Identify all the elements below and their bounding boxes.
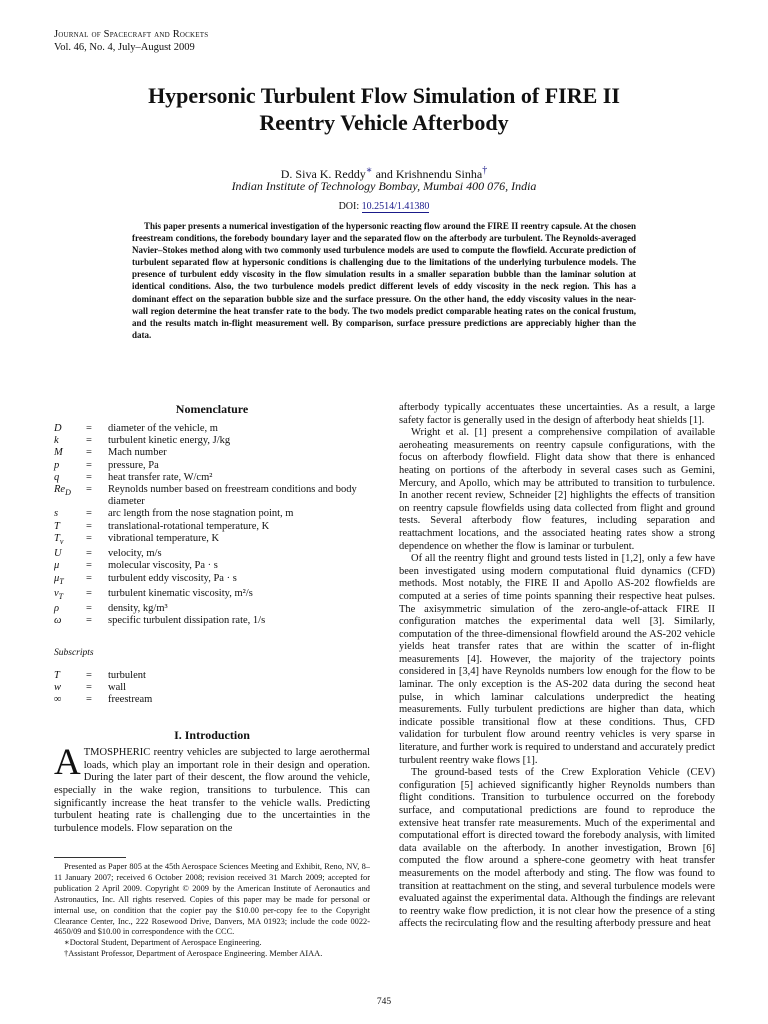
right-paragraph-1: afterbody typically accentuates these uncertainties. As a result, a large safety factor is generally used in the design of afterbody heat shields [1]. xyxy=(399,402,715,426)
nomenclature-row xyxy=(54,560,370,572)
nomenclature-row xyxy=(54,588,370,603)
footnote-author-2: †Assistant Professor, Department of Aerospace Engineering. Member AIAA. xyxy=(64,949,323,959)
nomenclature-definition: molecular viscosity, Pa · s xyxy=(108,560,218,572)
nomenclature-row xyxy=(54,548,370,560)
nomenclature-definition: diameter of the vehicle, m xyxy=(108,423,218,434)
nomenclature-row xyxy=(54,603,370,615)
nomenclature-symbol: p xyxy=(54,459,60,471)
nomenclature-row xyxy=(54,435,370,447)
footnote-received: Presented as Paper 805 at the 45th Aerospace Sciences Meeting and Exhibit, Reno, NV, 8–11 January 2007; received 6 October 2008; revision received 31 March 2009; accepted for publication 2 April 2009. Copyright © 2009 by the American Institute of Aeronautics and Astronautics, Inc. All rights reserved. Copies of this paper may be made for personal or internal use, on condition that the copier pay the $10.00 per-copy fee to the Copyright Clearance Center, Inc., 222 Rosewood Drive, Danvers, MA 01923; include the code 0022-4650/09 and $10.00 in correspondence with the CCC. xyxy=(54,862,370,937)
author-1: D. Siva K. Reddy xyxy=(280,167,366,181)
doi-link[interactable]: 10.2514/1.41380 xyxy=(361,201,430,212)
subscript-equals: = xyxy=(86,693,92,705)
nomenclature-definition: turbulent kinetic energy, J/kg xyxy=(108,435,231,447)
nomenclature-equals: = xyxy=(86,508,92,520)
subscript-row xyxy=(54,670,370,682)
subscript-symbol: ∞ xyxy=(54,693,62,705)
subscript-definition: wall xyxy=(108,681,127,693)
nomenclature-row xyxy=(54,423,370,435)
nomenclature-row xyxy=(54,460,370,472)
footnotes xyxy=(54,862,370,960)
nomenclature-row xyxy=(54,447,370,459)
subscript-definition: freestream xyxy=(108,693,153,705)
nomenclature-equals: = xyxy=(86,435,92,447)
subscript-definition: turbulent xyxy=(108,669,146,681)
nomenclature-equals: = xyxy=(86,459,92,471)
nomenclature-symbol: U xyxy=(54,548,62,560)
nomenclature-definition: density, kg/m³ xyxy=(108,603,168,615)
subscripts-list xyxy=(54,670,370,707)
nomenclature-definition: turbulent eddy viscosity, Pa · s xyxy=(108,572,237,584)
right-column xyxy=(399,402,715,931)
page-number: 745 xyxy=(376,997,392,1007)
nomenclature-row xyxy=(54,615,370,627)
subscript-equals: = xyxy=(86,681,92,693)
nomenclature-symbol: $\mu_T$ xyxy=(54,572,64,586)
nomenclature-equals: = xyxy=(86,587,92,599)
drop-cap: A xyxy=(54,742,81,784)
subscript-equals: = xyxy=(86,669,92,681)
title-line-1: Hypersonic Turbulent Flow Simulation of FIRE II xyxy=(148,83,620,108)
nomenclature-symbol: $\nu_T$ xyxy=(54,587,64,601)
doi-label: DOI: xyxy=(338,201,362,212)
journal-header xyxy=(54,28,208,54)
nomenclature-equals: = xyxy=(86,532,92,544)
paper-title xyxy=(0,82,768,136)
nomenclature-symbol: $Re_D$ xyxy=(54,484,71,498)
subscript-row xyxy=(54,682,370,694)
nomenclature-definition: arc length from the nose stagnation point, m xyxy=(108,508,294,520)
nomenclature-definition: Mach number xyxy=(108,447,167,459)
subscript-symbol: T xyxy=(54,669,60,681)
nomenclature-row xyxy=(54,508,370,520)
author-conjunction: and xyxy=(372,167,396,181)
nomenclature-equals: = xyxy=(86,615,92,627)
title-line-2: Reentry Vehicle Afterbody xyxy=(259,110,509,135)
left-column xyxy=(54,402,370,835)
nomenclature-definition: pressure, Pa xyxy=(108,459,159,471)
nomenclature-symbol: D xyxy=(54,423,62,434)
subscripts-heading: Subscripts xyxy=(54,647,94,658)
nomenclature-heading: Nomenclature xyxy=(175,402,249,416)
nomenclature-definition: turbulent kinematic viscosity, m²/s xyxy=(108,587,253,599)
footnote-author-1: ∗Doctoral Student, Department of Aerospace Engineering. xyxy=(64,938,262,948)
nomenclature-row xyxy=(54,521,370,533)
nomenclature-symbol: s xyxy=(54,508,59,520)
nomenclature-symbol: μ xyxy=(54,560,60,572)
right-paragraph-2: Wright et al. [1] present a comprehensive compilation of available aeroheating measurements on reentry capsule configurations, with the focus on afterbody flowfield. Flight data show that there is enhanced heating on portions of the afterbody in several cases such as Gemini, Mercury, and Apollo, which may be attributed to transition to turbulence. In another recent review, Schneider [2] highlights the effects of transition on reentry capsule flowfields using data collected from flight and ground tests. Several afterbody flow features, including separation and reattachment locations, and the associated heating rates show a strong dependence on whether the flow is laminar or turbulent. xyxy=(399,427,715,552)
right-paragraph-3: Of all the reentry flight and ground tests listed in [1,2], only a few have been investigated using modern computational fluid dynamics (CFD) methods. Most notably, the FIRE II and Apollo AS-202 flowfields are computed at a series of time points spanning their respective heat pulses. The axisymmetric simulation of the zero-angle-of-attack FIRE II configuration matches the experimental data well [3]. Similarly, computation of the three-dimensional flowfield around the AS-202 vehicle yields heat transfer rates that are within the scatter of in-flight measurements [4]. However, the majority of the trajectory points considered in [3,4] have Reynolds numbers low enough for the flow to be laminar. The only exception is the AS-202 data during the second heat pulse, in which laminar calculations underpredict the heating measurements. Fully turbulent predictions are higher than data, which indicate possible transitional flow at these conditions. Thus, CFD validation for turbulent flow around reentry vehicles is very sparse in literature, and further work is required to understand and accurately predict turbulent reentry wake flows [1]. xyxy=(399,553,715,766)
footnote-divider xyxy=(54,857,126,858)
doi-line xyxy=(0,201,768,212)
introduction-text: TMOSPHERIC reentry vehicles are subjected to large aerothermal loads, which play an important role in their design and operation. During the later part of their descent, the flow around the vehicle, especially in the wake region, transitions to turbulence. This can significantly increase the heat transfer to the vehicle walls. Predicting turbulent heating rate is challenging due to the uncertainties in the turbulence models. Flow separation on the xyxy=(54,747,370,834)
nomenclature-row xyxy=(54,533,370,548)
nomenclature-definition: vibrational temperature, K xyxy=(108,532,220,544)
nomenclature-row xyxy=(54,472,370,484)
nomenclature-equals: = xyxy=(86,423,92,434)
nomenclature-symbol: T xyxy=(54,520,60,532)
nomenclature-equals: = xyxy=(86,603,92,615)
nomenclature-definition: translational-rotational temperature, K xyxy=(108,520,270,532)
nomenclature-symbol: k xyxy=(54,435,59,447)
nomenclature-equals: = xyxy=(86,572,92,584)
nomenclature-equals: = xyxy=(86,520,92,532)
subscript-symbol: w xyxy=(54,681,62,693)
nomenclature-equals: = xyxy=(86,548,92,560)
abstract: This paper presents a numerical investigation of the hypersonic reacting flow around the FIRE II reentry capsule. At the chosen freestream conditions, the forebody boundary layer and the separated flow on the afterbody are turbulent. The Reynolds-averaged Navier–Stokes method along with two commonly used turbulence models are used to compute the flowfield. Accurate prediction of turbulent separated flow at hypersonic conditions is challenging due to the limitations of the underlying turbulence models. The presence of turbulent eddy viscosity in the flow simulation results in a smaller separation bubble than the laminar solution at identical conditions. Also, the two turbulence models predict different levels of eddy viscosity in the neck region. This has a dominant effect on the separation bubble size and the surface pressure. On the other hand, the eddy viscosity values in the near-wall region determine the heat transfer rate to the body. The two models predict comparable heating rates on the conical frustum, and the results match in-flight measurement well. By comparison, surface pressure predictions are appreciably higher than the data. xyxy=(132,221,636,340)
nomenclature-equals: = xyxy=(86,471,92,483)
nomenclature-symbol: $T_v$ xyxy=(54,532,64,546)
nomenclature-symbol: ρ xyxy=(54,603,60,615)
nomenclature-row xyxy=(54,573,370,588)
affiliation: Indian Institute of Technology Bombay, Mumbai 400 076, India xyxy=(231,179,537,193)
nomenclature-symbol: ω xyxy=(54,615,62,627)
nomenclature-definition: velocity, m/s xyxy=(108,548,162,560)
nomenclature-definition: specific turbulent dissipation rate, 1/s xyxy=(108,615,266,627)
nomenclature-definition: heat transfer rate, W/cm² xyxy=(108,471,213,483)
journal-name: Journal of Spacecraft and Rockets xyxy=(54,29,209,40)
nomenclature-row xyxy=(54,484,370,508)
nomenclature-list xyxy=(54,423,370,628)
author-2: Krishnendu Sinha xyxy=(395,167,483,181)
nomenclature-equals: = xyxy=(86,484,92,496)
nomenclature-symbol: M xyxy=(54,447,63,459)
subscript-row xyxy=(54,694,370,706)
author-1-footnote-link[interactable]: ∗ xyxy=(365,165,373,176)
introduction-heading: I. Introduction xyxy=(174,728,250,743)
nomenclature-definition: Reynolds number based on freestream conditions and body diameter xyxy=(108,484,357,508)
nomenclature-equals: = xyxy=(86,560,92,572)
introduction-paragraph xyxy=(54,742,370,835)
right-paragraph-4: The ground-based tests of the Crew Exploration Vehicle (CEV) configuration [5] achieved significantly higher Reynolds numbers than flight conditions. Transition to turbulence occurred on the forebody surface, and computational predictions are found to reproduce the extensive heat transfer rate measurements. Much of the experimental and computational effort is directed toward the forebody analysis, with limited data available on the afterbody. In another investigation, Brown [6] computed the flow around a sphere-cone geometry with heat transfer measurements on the model afterbody and sting. The flow was found to transition at reattachment on the sting, and several turbulence models were evaluated against the experimental data. Although the findings are relevant to reentry wake flow prediction, it is not clear how the presence of a sting affects the recirculating flow and the resulting afterbody pressure and heat xyxy=(399,767,715,930)
nomenclature-equals: = xyxy=(86,447,92,459)
nomenclature-symbol: q xyxy=(54,471,60,483)
author-2-footnote-link[interactable]: † xyxy=(482,165,488,176)
journal-volume: Vol. 46, No. 4, July–August 2009 xyxy=(54,42,195,53)
